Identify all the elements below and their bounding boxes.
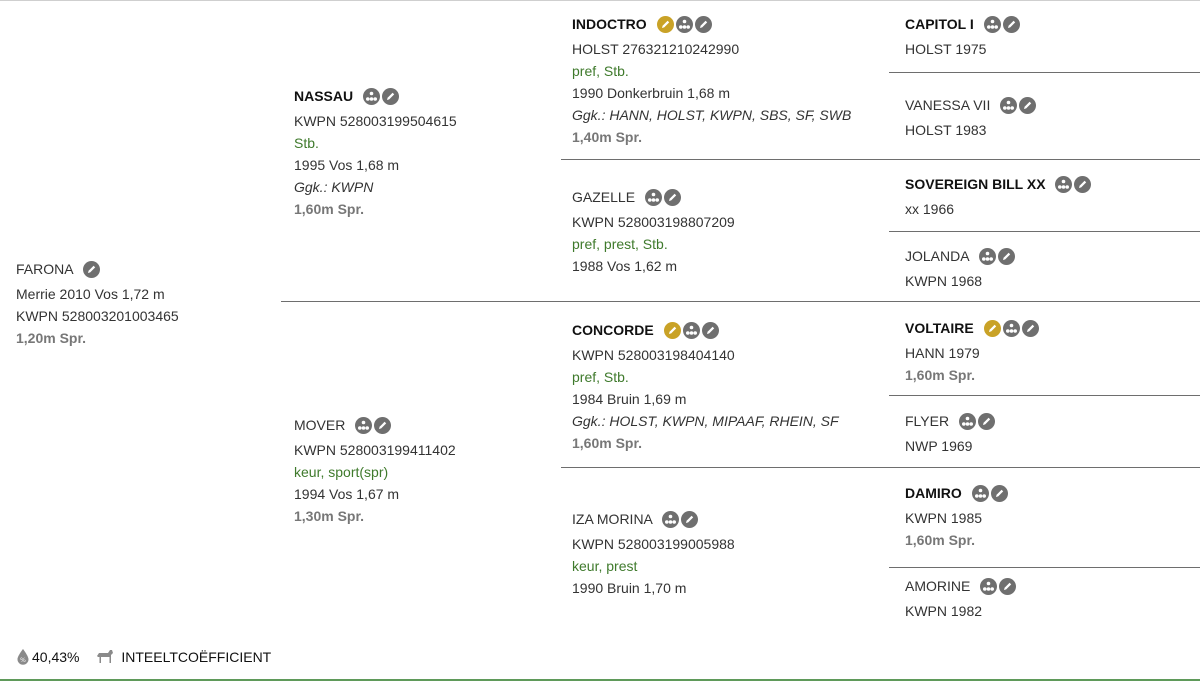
divider-ggp-2 bbox=[889, 231, 1200, 232]
divider-gp-dam bbox=[561, 467, 1200, 468]
pencil-icon[interactable] bbox=[978, 413, 995, 430]
sire-name[interactable]: NASSAU bbox=[294, 88, 354, 104]
sire-info: 1995 Vos 1,68 m bbox=[294, 157, 400, 173]
horse-icon[interactable] bbox=[95, 648, 115, 671]
inbreeding-coefficient-link[interactable]: INTEELTCOËFFICIENT bbox=[121, 649, 272, 665]
ggp-name-sovereign[interactable]: SOVEREIGN BILL XX bbox=[905, 176, 1046, 192]
dam-info: 1994 Vos 1,67 m bbox=[294, 486, 400, 502]
grandsire-paternal-studbooks: Ggk.: HANN, HOLST, KWPN, SBS, SF, SWB bbox=[572, 107, 852, 123]
ggp-card-voltaire bbox=[905, 317, 1041, 386]
pencil-icon[interactable] bbox=[1019, 97, 1036, 114]
star-badge-icon[interactable] bbox=[657, 16, 674, 33]
blood-percentage: 40,43% bbox=[32, 649, 80, 665]
pencil-icon[interactable] bbox=[702, 322, 719, 339]
pencil-icon[interactable] bbox=[991, 485, 1008, 502]
sire-predicate: Stb. bbox=[294, 135, 319, 151]
grandsire-maternal-studbooks: Ggk.: HOLST, KWPN, MIPAAF, RHEIN, SF bbox=[572, 413, 839, 429]
pencil-icon[interactable] bbox=[998, 248, 1015, 265]
pedigree-icon[interactable] bbox=[1003, 320, 1020, 337]
granddam-paternal-card bbox=[572, 186, 735, 277]
pedigree-footer bbox=[16, 646, 271, 671]
grandsire-paternal-name[interactable]: INDOCTRO bbox=[572, 16, 647, 32]
ggp-name-damiro[interactable]: DAMIRO bbox=[905, 485, 962, 501]
divider-gp-sire bbox=[561, 159, 1200, 160]
pedigree-icon[interactable] bbox=[984, 16, 1001, 33]
pedigree-icon[interactable] bbox=[1055, 176, 1072, 193]
pedigree-icon[interactable] bbox=[979, 248, 996, 265]
pedigree-icon[interactable] bbox=[972, 485, 989, 502]
pencil-icon[interactable] bbox=[1022, 320, 1039, 337]
ggp-card-flyer bbox=[905, 410, 997, 457]
ggp-info-jolanda: KWPN 1968 bbox=[905, 273, 983, 289]
grandsire-maternal-card bbox=[572, 319, 839, 454]
ggp-name-capitol[interactable]: CAPITOL I bbox=[905, 16, 974, 32]
dam-registration: KWPN 528003199411402 bbox=[294, 442, 456, 458]
pedigree-icon[interactable] bbox=[1000, 97, 1017, 114]
grandsire-maternal-name[interactable]: CONCORDE bbox=[572, 322, 654, 338]
pedigree-icon[interactable] bbox=[363, 88, 380, 105]
grandsire-paternal-jump-level: 1,40m Spr. bbox=[572, 129, 643, 145]
star-badge-icon[interactable] bbox=[984, 320, 1001, 337]
divider-ggp-3 bbox=[889, 395, 1200, 396]
subject-name[interactable]: FARONA bbox=[16, 261, 73, 277]
pedigree-icon[interactable] bbox=[645, 189, 662, 206]
dam-card bbox=[294, 414, 456, 527]
pencil-icon[interactable] bbox=[83, 261, 100, 278]
ggp-name-jolanda[interactable]: JOLANDA bbox=[905, 248, 969, 264]
granddam-paternal-predicate: pref, prest, Stb. bbox=[572, 236, 668, 252]
blood-drop-icon bbox=[16, 648, 30, 671]
pencil-icon[interactable] bbox=[999, 578, 1016, 595]
pencil-icon[interactable] bbox=[1003, 16, 1020, 33]
dam-predicate: keur, sport(spr) bbox=[294, 464, 389, 480]
granddam-maternal-predicate: keur, prest bbox=[572, 558, 638, 574]
divider-parents bbox=[281, 301, 1200, 302]
grandsire-paternal-info: 1990 Donkerbruin 1,68 m bbox=[572, 85, 730, 101]
sire-card bbox=[294, 85, 457, 220]
sire-jump-level: 1,60m Spr. bbox=[294, 201, 365, 217]
granddam-paternal-name[interactable]: GAZELLE bbox=[572, 189, 636, 205]
ggp-name-flyer[interactable]: FLYER bbox=[905, 413, 950, 429]
grandsire-paternal-predicate: pref, Stb. bbox=[572, 63, 629, 79]
ggp-jump-level-voltaire: 1,60m Spr. bbox=[905, 367, 976, 383]
granddam-paternal-registration: KWPN 528003198807209 bbox=[572, 214, 735, 230]
ggp-card-vanessa bbox=[905, 94, 1038, 141]
ggp-card-damiro bbox=[905, 482, 1010, 551]
sire-registration: KWPN 528003199504615 bbox=[294, 113, 457, 129]
pencil-icon[interactable] bbox=[382, 88, 399, 105]
pedigree-icon[interactable] bbox=[676, 16, 693, 33]
svg-text:%: % bbox=[20, 657, 26, 664]
pedigree-icon[interactable] bbox=[662, 511, 679, 528]
dam-jump-level: 1,30m Spr. bbox=[294, 508, 365, 524]
ggp-name-vanessa[interactable]: VANESSA VII bbox=[905, 97, 991, 113]
ggp-name-amorine[interactable]: AMORINE bbox=[905, 578, 971, 594]
ggp-info-voltaire: HANN 1979 bbox=[905, 345, 980, 361]
pencil-icon[interactable] bbox=[664, 189, 681, 206]
grandsire-paternal-card bbox=[572, 13, 851, 148]
granddam-maternal-card bbox=[572, 508, 735, 599]
granddam-maternal-registration: KWPN 528003199005988 bbox=[572, 536, 735, 552]
subject-registration: KWPN 528003201003465 bbox=[16, 308, 179, 324]
grandsire-maternal-jump-level: 1,60m Spr. bbox=[572, 435, 643, 451]
ggp-jump-level-damiro: 1,60m Spr. bbox=[905, 532, 976, 548]
pencil-icon[interactable] bbox=[695, 16, 712, 33]
subject-jump-level: 1,20m Spr. bbox=[16, 330, 87, 346]
subject-line1: Merrie 2010 Vos 1,72 m bbox=[16, 286, 165, 302]
pencil-icon[interactable] bbox=[1074, 176, 1091, 193]
top-divider bbox=[0, 0, 1200, 1]
granddam-maternal-info: 1990 Bruin 1,70 m bbox=[572, 580, 687, 596]
divider-ggp-4 bbox=[889, 567, 1200, 568]
ggp-card-jolanda bbox=[905, 245, 1017, 292]
grandsire-maternal-predicate: pref, Stb. bbox=[572, 369, 629, 385]
granddam-maternal-name[interactable]: IZA MORINA bbox=[572, 511, 653, 527]
sire-studbooks: Ggk.: KWPN bbox=[294, 179, 374, 195]
grandsire-paternal-registration: HOLST 276321210242990 bbox=[572, 41, 740, 57]
grandsire-maternal-info: 1984 Bruin 1,69 m bbox=[572, 391, 687, 407]
pedigree-icon[interactable] bbox=[959, 413, 976, 430]
ggp-info-amorine: KWPN 1982 bbox=[905, 603, 983, 619]
pedigree-icon[interactable] bbox=[980, 578, 997, 595]
grandsire-maternal-registration: KWPN 528003198404140 bbox=[572, 347, 735, 363]
pedigree-icon[interactable] bbox=[683, 322, 700, 339]
dam-name[interactable]: MOVER bbox=[294, 417, 346, 433]
ggp-info-capitol: HOLST 1975 bbox=[905, 41, 987, 57]
pencil-icon[interactable] bbox=[681, 511, 698, 528]
ggp-info-vanessa: HOLST 1983 bbox=[905, 122, 987, 138]
ggp-info-damiro: KWPN 1985 bbox=[905, 510, 983, 526]
divider-ggp-1 bbox=[889, 72, 1200, 73]
star-badge-icon[interactable] bbox=[664, 322, 681, 339]
ggp-info-flyer: NWP 1969 bbox=[905, 438, 973, 454]
ggp-name-voltaire[interactable]: VOLTAIRE bbox=[905, 320, 974, 336]
ggp-card-capitol bbox=[905, 13, 1022, 60]
ggp-card-sovereign bbox=[905, 173, 1093, 220]
ggp-info-sovereign: xx 1966 bbox=[905, 201, 955, 217]
granddam-paternal-info: 1988 Vos 1,62 m bbox=[572, 258, 678, 274]
pedigree-icon[interactable] bbox=[355, 417, 372, 434]
pencil-icon[interactable] bbox=[374, 417, 391, 434]
ggp-card-amorine bbox=[905, 575, 1018, 622]
subject-horse bbox=[16, 258, 179, 349]
